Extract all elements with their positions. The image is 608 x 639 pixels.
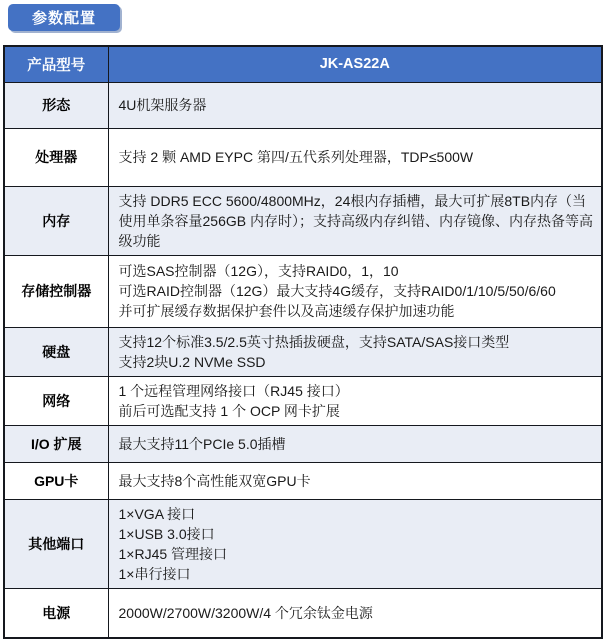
- spec-rows: [4, 82, 602, 638]
- section-badge: [8, 4, 120, 31]
- spec-value: [108, 82, 602, 128]
- spec-line: 1×USB 3.0接口: [118, 525, 215, 542]
- spec-value: [108, 376, 602, 425]
- table-row: [4, 499, 602, 588]
- spec-line: 并可扩展缓存数据保护套件以及高速缓存保护加速功能: [118, 303, 455, 319]
- spec-label: 内存: [4, 186, 108, 255]
- table-row: [4, 186, 602, 255]
- spec-value: [108, 186, 602, 255]
- table-row: [4, 255, 602, 327]
- spec-label: 网络: [4, 376, 108, 425]
- spec-line: 4U机架服务器: [118, 97, 207, 113]
- spec-line: 1 个远程管理网络接口（RJ45 接口）: [118, 382, 349, 399]
- table-header-row: [4, 46, 602, 82]
- spec-line: 2000W/2700W/3200W/4 个冗余钛金电源: [118, 604, 373, 621]
- table-row: [4, 425, 602, 462]
- spec-line: 支持 2 颗 AMD EYPC 第四/五代系列处理器，TDP≤500W: [118, 149, 474, 165]
- table-row: [4, 327, 602, 376]
- spec-line: 1×串行接口: [118, 565, 191, 582]
- table-row: [4, 376, 602, 425]
- spec-label: 电源: [4, 588, 108, 638]
- spec-line: 可选SAS控制器（12G），支持RAID0，1，10: [118, 263, 399, 279]
- spec-value: [108, 425, 602, 462]
- spec-table: [3, 45, 603, 639]
- spec-label: 存储控制器: [4, 255, 108, 327]
- spec-line: 1×VGA 接口: [118, 505, 196, 522]
- spec-label: GPU卡: [4, 462, 108, 499]
- spec-value: [108, 462, 602, 499]
- spec-label: 处理器: [4, 128, 108, 186]
- spec-label: 硬盘: [4, 327, 108, 376]
- spec-line: 可选RAID控制器（12G）最大支持4G缓存，支持RAID0/1/10/5/50/6/60: [118, 283, 556, 299]
- table-row: [4, 462, 602, 499]
- spec-label: 形态: [4, 82, 108, 128]
- spec-value: [108, 128, 602, 186]
- spec-line: 1×RJ45 管理接口: [118, 545, 228, 562]
- product-model-header: 产品型号: [4, 46, 108, 82]
- spec-line: 支持2块U.2 NVMe SSD: [118, 353, 266, 370]
- spec-line: 前后可选配支持 1 个 OCP 网卡扩展: [118, 402, 340, 419]
- spec-label: 其他端口: [4, 499, 108, 588]
- table-row: [4, 128, 602, 186]
- spec-line: 最大支持8个高性能双宽GPU卡: [118, 472, 311, 489]
- table-row: [4, 588, 602, 638]
- spec-line: 支持12个标准3.5/2.5英寸热插拔硬盘，支持SATA/SAS接口类型: [118, 333, 510, 350]
- spec-value: [108, 327, 602, 376]
- section-badge-label: 参数配置: [31, 10, 96, 27]
- product-model-value: JK-AS22A: [108, 46, 602, 82]
- spec-value: [108, 255, 602, 327]
- spec-value: [108, 588, 602, 638]
- spec-label: I/O 扩展: [4, 425, 108, 462]
- spec-value: [108, 499, 602, 588]
- table-row: [4, 82, 602, 128]
- spec-line: 最大支持11个PCIe 5.0插槽: [118, 435, 286, 452]
- spec-line: 支持 DDR5 ECC 5600/4800MHz，24根内存插槽，最大可扩展8TB内存（当使用单条容量256GB 内存时）；支持高级内存纠错、内存镜像、内存热备等高级功能: [118, 192, 593, 249]
